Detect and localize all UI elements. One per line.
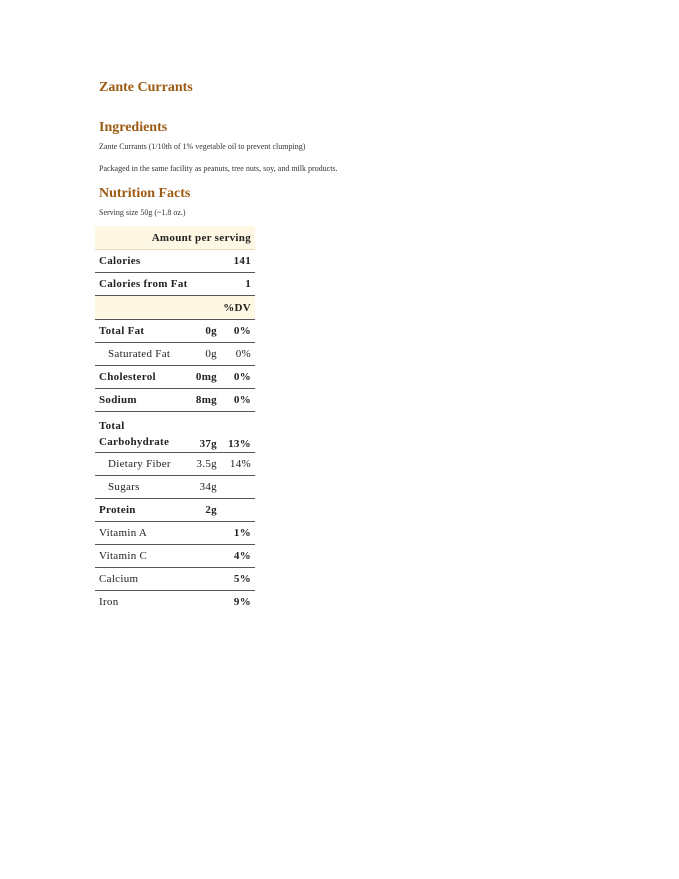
daily-value-header: %DV xyxy=(95,296,255,320)
nutrient-label: Vitamin C xyxy=(95,545,189,568)
nutrient-dv: 4% xyxy=(221,545,255,568)
nutrient-row-sodium xyxy=(95,389,255,412)
product-page xyxy=(99,79,659,608)
nutrient-dv: 0% xyxy=(221,366,255,389)
nutrient-row-dietary-fiber xyxy=(95,453,255,476)
nutrient-label: Calcium xyxy=(95,568,189,591)
nutrient-row-total-carbohydrate xyxy=(95,412,255,453)
nutrient-amount: 37g xyxy=(189,412,221,453)
nutrient-label: Vitamin A xyxy=(95,522,189,545)
calories-label: Calories xyxy=(95,250,221,273)
nutrition-facts-table xyxy=(95,226,255,613)
nutrient-row-total-fat xyxy=(95,320,255,343)
nutrient-dv: 5% xyxy=(221,568,255,591)
nutrient-amount xyxy=(189,591,221,614)
nutrition-facts-heading: Nutrition Facts xyxy=(99,186,191,201)
nutrient-label: Saturated Fat xyxy=(95,343,189,366)
nutrient-row-saturated-fat xyxy=(95,343,255,366)
nutrient-row-vitamin-a xyxy=(95,522,255,545)
nutrient-amount: 2g xyxy=(189,499,221,522)
nutrient-amount: 8mg xyxy=(189,389,221,412)
ingredients-heading: Ingredients xyxy=(99,120,168,135)
nutrient-row-sugars xyxy=(95,476,255,499)
ingredients-text: Zante Currants (1/10th of 1% vegetable oil to prevent clumping) xyxy=(99,142,306,151)
nutrient-label: Dietary Fiber xyxy=(95,453,189,476)
nutrient-amount: 0g xyxy=(189,320,221,343)
nutrient-dv: 0% xyxy=(221,320,255,343)
calories-from-fat-row xyxy=(95,273,255,296)
nutrient-label: Cholesterol xyxy=(95,366,189,389)
nutrient-amount: 3.5g xyxy=(189,453,221,476)
nutrient-label: Sugars xyxy=(95,476,189,499)
calories-value: 141 xyxy=(221,250,255,273)
serving-size-text: Serving size 50g (~1.8 oz.) xyxy=(99,208,186,217)
nutrient-label: Total Carbohydrate xyxy=(95,412,189,453)
daily-value-header-row xyxy=(95,296,255,320)
nutrient-row-vitamin-c xyxy=(95,545,255,568)
nutrient-amount: 34g xyxy=(189,476,221,499)
nutrient-amount: 0mg xyxy=(189,366,221,389)
nutrient-dv: 0% xyxy=(221,343,255,366)
amount-per-serving-row xyxy=(95,226,255,250)
nutrient-label: Total Fat xyxy=(95,320,189,343)
calories-row xyxy=(95,250,255,273)
nutrient-dv xyxy=(221,476,255,499)
nutrient-amount: 0g xyxy=(189,343,221,366)
calories-from-fat-value: 1 xyxy=(221,273,255,296)
nutrient-dv: 13% xyxy=(221,412,255,453)
nutrient-row-iron xyxy=(95,591,255,614)
nutrient-dv: 1% xyxy=(221,522,255,545)
nutrient-label: Iron xyxy=(99,596,119,608)
nutrient-label: Sodium xyxy=(95,389,189,412)
calories-from-fat-label: Calories from Fat xyxy=(95,273,221,296)
nutrient-amount xyxy=(189,568,221,591)
nutrient-amount xyxy=(189,545,221,568)
nutrient-amount xyxy=(189,522,221,545)
allergen-facility-text: Packaged in the same facility as peanuts, tree nuts, soy, and milk products. xyxy=(99,164,338,173)
nutrient-dv: 0% xyxy=(221,389,255,412)
nutrient-dv xyxy=(221,499,255,522)
nutrient-row-protein xyxy=(95,499,255,522)
nutrient-label: Protein xyxy=(95,499,189,522)
product-title: Zante Currants xyxy=(99,80,193,95)
nutrient-dv: 14% xyxy=(221,453,255,476)
amount-per-serving-header: Amount per serving xyxy=(95,226,255,250)
nutrient-row-cholesterol xyxy=(95,366,255,389)
nutrient-row-calcium xyxy=(95,568,255,591)
nutrient-dv: 9% xyxy=(233,596,251,608)
